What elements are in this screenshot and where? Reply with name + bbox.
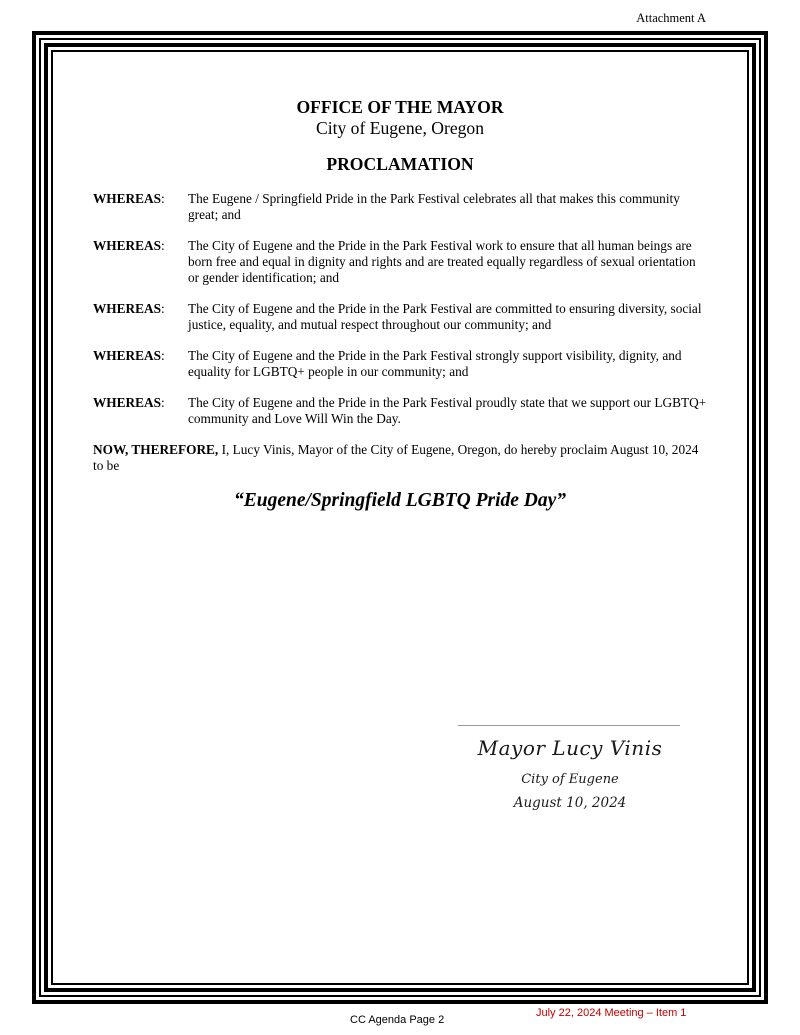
whereas-clause-5: WHEREAS: The City of Eugene and the Pride in the Park Festival proudly state that we support our LGBTQ+ community and Love Will Win the Day. xyxy=(93,395,707,426)
whereas-label: WHEREAS xyxy=(93,395,161,410)
whereas-clause-1: WHEREAS: The Eugene / Springfield Pride in the Park Festival celebrates all that makes this community great; and xyxy=(93,191,707,223)
attachment-label: Attachment A xyxy=(636,11,706,25)
whereas-clause-4: WHEREAS: The City of Eugene and the Pride in the Park Festival strongly support visibility, dignity, and equality for LGBTQ+ people in our community; and xyxy=(93,348,707,380)
now-therefore-label: NOW, THEREFORE, xyxy=(93,442,219,457)
whereas-label: WHEREAS xyxy=(93,191,161,206)
whereas-label: WHEREAS xyxy=(93,348,161,363)
signature-line xyxy=(458,725,680,726)
whereas-clause-3: WHEREAS: The City of Eugene and the Pride in the Park Festival are committed to ensuring diversity, social justice, equality, and mutual respect throughout our community; and xyxy=(93,301,707,333)
whereas-text: The City of Eugene and the Pride in the Park Festival are committed to ensuring diversity, social justice, equality, and mutual respect throughout our community; and xyxy=(188,301,702,332)
whereas-label: WHEREAS xyxy=(93,301,161,316)
now-therefore-text: I, Lucy Vinis, Mayor of the City of Eugene, Oregon, do hereby proclaim August 10, 2024 to be xyxy=(93,442,699,473)
whereas-label: WHEREAS xyxy=(93,238,161,253)
whereas-text: The City of Eugene and the Pride in the Park Festival proudly state that we support our LGBTQ+ community and Love Will Win the Day. xyxy=(188,395,707,426)
now-therefore-paragraph xyxy=(93,442,707,474)
whereas-text: The City of Eugene and the Pride in the Park Festival work to ensure that all human beings are born free and equal in dignity and rights and are treated equally regardless of sexual orientation or gender identification; and xyxy=(188,238,696,285)
pride-day-title: “Eugene/Springfield LGBTQ Pride Day” xyxy=(233,490,567,511)
signature-date: August 10, 2024 xyxy=(513,795,627,811)
meeting-item-label: July 22, 2024 Meeting – Item 1 xyxy=(536,1007,687,1019)
proclamation-body xyxy=(93,97,707,513)
signature-name: Mayor Lucy Vinis xyxy=(477,736,663,760)
whereas-clause-2: WHEREAS: The City of Eugene and the Pride in the Park Festival work to ensure that all human beings are born free and equal in dignity and rights and are treated equally regardless of sexual orientation or gender identification; and xyxy=(93,238,707,286)
agenda-page-label: CC Agenda Page 2 xyxy=(350,1014,445,1026)
city-subheading: City of Eugene, Oregon xyxy=(315,118,485,138)
whereas-text: The City of Eugene and the Pride in the Park Festival strongly support visibility, dignity, and equality for LGBTQ+ people in our community; and xyxy=(188,348,682,379)
office-heading: OFFICE OF THE MAYOR xyxy=(296,97,504,117)
signature-city: City of Eugene xyxy=(521,772,619,787)
proclamation-title: PROCLAMATION xyxy=(326,154,474,174)
whereas-text: The Eugene / Springfield Pride in the Park Festival celebrates all that makes this community great; and xyxy=(188,191,680,222)
